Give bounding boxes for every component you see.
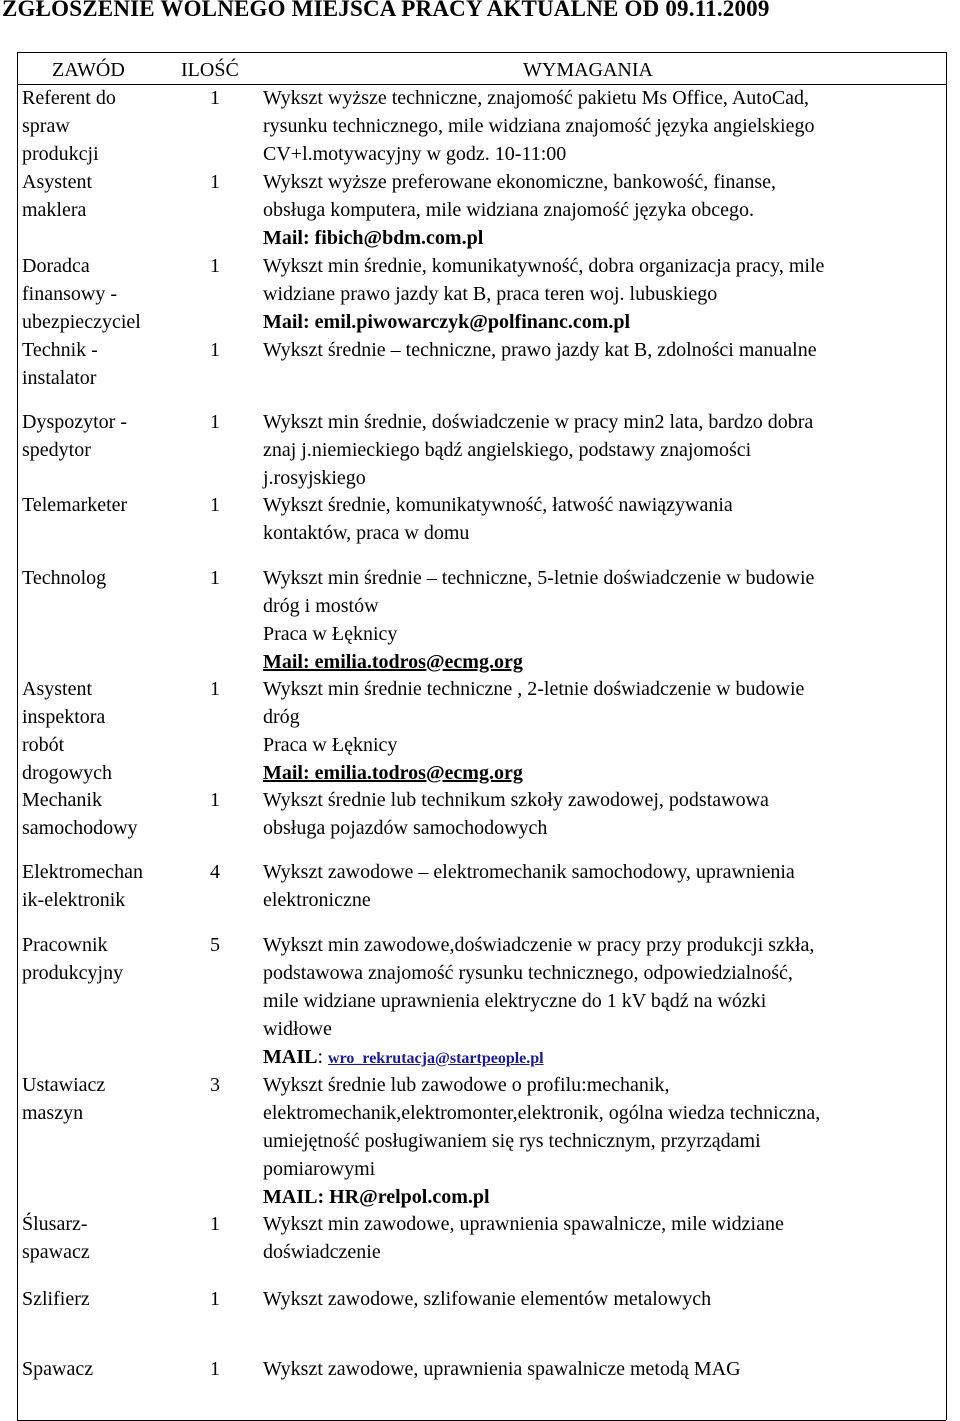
ilosc-cell: 3 <box>210 1074 220 1096</box>
ilosc-cell: 1 <box>210 678 220 700</box>
zawod-cell: Asystent inspektora robót drogowych <box>22 678 112 784</box>
zawod-cell: Spawacz <box>22 1358 94 1380</box>
mail-text[interactable]: Mail: fibich@bdm.com.pl <box>263 227 484 249</box>
zawod-cell: Asystent maklera <box>22 171 92 221</box>
zawod-cell: Referent do spraw produkcji <box>22 87 116 165</box>
wymagania-cell: Wykszt zawodowe – elektromechanik samochodowy, uprawnienia elektroniczne <box>263 861 795 911</box>
zawod-cell: Doradca finansowy - ubezpieczyciel <box>22 255 141 333</box>
wymagania-cell: Wykszt wyższe preferowane ekonomiczne, bankowość, finanse, obsługa komputera, mile widziana znajomość języka obcego. Mail: fibich@bdm.com.pl <box>263 168 776 252</box>
ilosc-cell: 1 <box>210 494 220 516</box>
wymagania-cell: Wykszt min średnie, komunikatywność, dobra organizacja pracy, mile widziane prawo jazdy kat B, praca teren woj. lubuskiego Mail: emil.piwowarczyk@polfinanc.com.pl <box>263 252 824 336</box>
ilosc-cell: 1 <box>210 411 220 433</box>
zawod-cell: Pracownik produkcyjny <box>22 934 124 984</box>
zawod-cell: Mechanik samochodowy <box>22 789 138 839</box>
ilosc-cell: 1 <box>210 567 220 589</box>
wymagania-cell: Wykszt średnie lub technikum szkoły zawodowej, podstawowa obsługa pojazdów samochodowych <box>263 789 769 839</box>
zawod-cell: Ślusarz- spawacz <box>22 1213 90 1263</box>
wymagania-cell: Wykszt zawodowe, uprawnienia spawalnicze metodą MAG <box>263 1358 741 1380</box>
wymagania-cell: Wykszt średnie – techniczne, prawo jazdy kat B, zdolności manualne <box>263 339 817 361</box>
wymagania-cell: Wykszt wyższe techniczne, znajomość pakietu Ms Office, AutoCad, rysunku technicznego, mile widziana znajomość języka angielskiego CV+l.motywacyjny w godz. 10-11:00 <box>263 87 815 165</box>
zawod-cell: Dyspozytor - spedytor <box>22 411 127 461</box>
ilosc-cell: 1 <box>210 1358 220 1380</box>
zawod-cell: Ustawiacz maszyn <box>22 1074 106 1124</box>
ilosc-cell: 1 <box>210 87 220 109</box>
zawod-cell: Szlifierz <box>22 1288 90 1310</box>
mail-text[interactable]: Mail: emilia.todros@ecmg.org <box>263 762 523 784</box>
mail-text[interactable]: Mail: emilia.todros@ecmg.org <box>263 651 523 673</box>
ilosc-cell: 5 <box>210 934 220 956</box>
page-title: ZGŁOSZENIE WOLNEGO MIEJSCA PRACY AKTUALNE OD 09.11.2009 <box>2 0 770 21</box>
ilosc-cell: 1 <box>210 1288 220 1310</box>
header-ilosc: ILOŚĆ <box>181 59 239 81</box>
mail-text[interactable]: Mail: emil.piwowarczyk@polfinanc.com.pl <box>263 311 631 333</box>
ilosc-cell: 1 <box>210 255 220 277</box>
wymagania-cell: Wykszt min średnie, doświadczenie w pracy min2 lata, bardzo dobra znaj j.niemieckiego bądź angielskiego, podstawy znajomości j.rosyjskiego <box>263 411 814 489</box>
mail-line <box>263 1043 814 1073</box>
ilosc-cell: 4 <box>210 861 220 883</box>
mail-separator: : <box>317 1046 329 1068</box>
ilosc-cell: 1 <box>210 171 220 193</box>
zawod-cell: Elektromechan ik-elektronik <box>22 861 144 911</box>
wymagania-cell: Wykszt min zawodowe, uprawnienia spawalnicze, mile widziane doświadczenie <box>263 1213 784 1263</box>
header-zawod: ZAWÓD <box>52 59 125 81</box>
wymagania-cell: Wykszt średnie lub zawodowe o profilu:mechanik, elektromechanik,elektromonter,elektronik, ogólna wiedza techniczna, umiejętność posługiwaniem się rys technicznym, przyrządami pomiarowymi MAIL: HR@relpol.com.pl <box>263 1071 820 1211</box>
mail-link[interactable]: wro_rekrutacja@startpeople.pl <box>328 1050 544 1067</box>
wymagania-cell: Wykszt min średnie techniczne , 2-letnie doświadczenie w budowie dróg Praca w Łęknicy Mail: emilia.todros@ecmg.org <box>263 675 804 787</box>
wymagania-cell: Wykszt min zawodowe,doświadczenie w pracy przy produkcji szkła, podstawowa znajomość rysunku technicznego, odpowiedzialność, mile widziane uprawnienia elektryczne do 1 kV bądź na wózki widłowe MAIL: wro_rekrutacja@startpeople.pl <box>263 931 814 1073</box>
ilosc-cell: 1 <box>210 339 220 361</box>
wymagania-cell: Wykszt min średnie – techniczne, 5-letnie doświadczenie w budowie dróg i mostów Praca w Łęknicy Mail: emilia.todros@ecmg.org <box>263 564 814 676</box>
zawod-cell: Technolog <box>22 567 107 589</box>
header-wymagania: WYMAGANIA <box>523 59 653 81</box>
ilosc-cell: 1 <box>210 789 220 811</box>
mail-label: MAIL <box>263 1046 318 1068</box>
wymagania-cell: Wykszt zawodowe, szlifowanie elementów metalowych <box>263 1288 712 1310</box>
zawod-cell: Telemarketer <box>22 494 128 516</box>
ilosc-cell: 1 <box>210 1213 220 1235</box>
wymagania-cell: Wykszt średnie, komunikatywność, łatwość nawiązywania kontaktów, praca w domu <box>263 494 733 544</box>
mail-text[interactable]: MAIL: HR@relpol.com.pl <box>263 1186 490 1208</box>
zawod-cell: Technik - instalator <box>22 339 98 389</box>
